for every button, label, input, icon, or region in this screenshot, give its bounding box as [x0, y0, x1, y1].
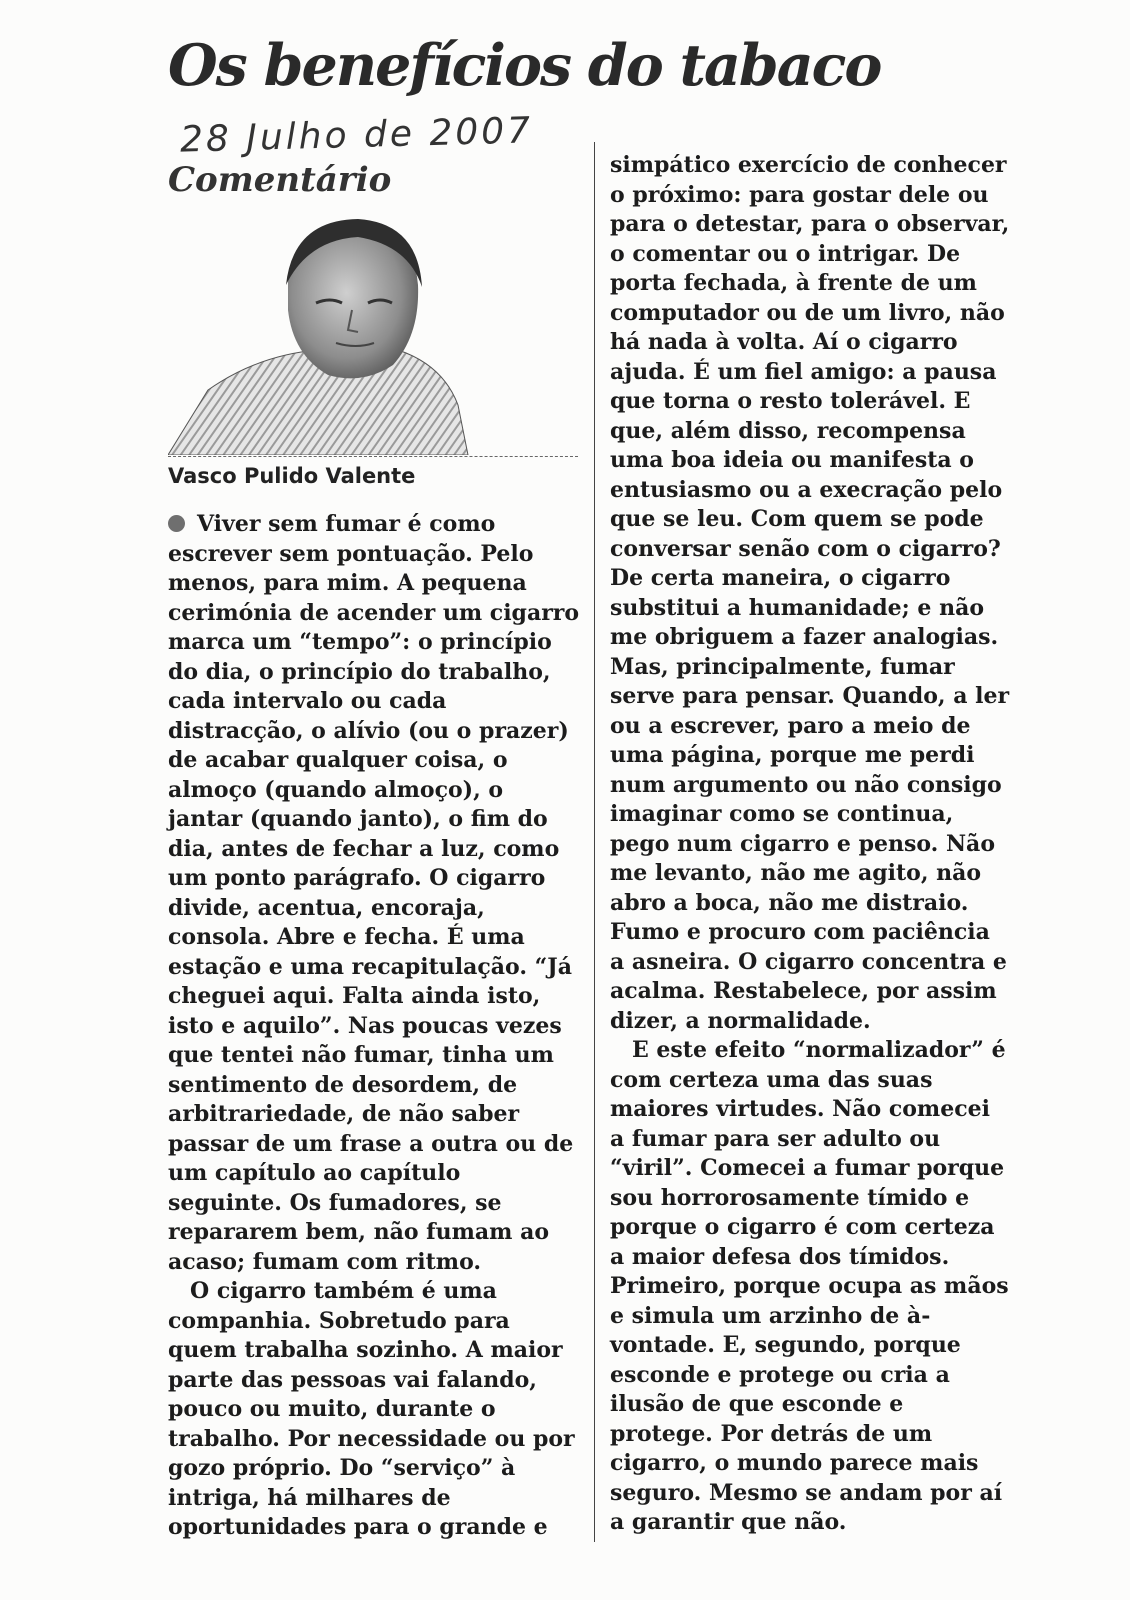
paragraph-continued: simpático exercício de conhecer o próximo: para gostar dele ou para o detestar, para o observar, o comentar ou o intrigar. De porta fechada, à frente de um computador ou de um livro, não há nada à volta. Aí o cigarro ajuda. É um fiel amigo: a pausa que torna o resto tolerável. E que, além disso, recompensa uma boa ideia ou manifesta o entusiasmo ou a execração pelo que se leu. Com quem se pode conversar senão com o cigarro? De certa maneira, o cigarro substitui a humanidade; e não me obriguem a fazer analogias. Mas, principalmente, fumar serve para pensar. Quando, a ler ou a escrever, paro a meio de uma página, porque me perdi num argumento ou não consigo imaginar como se continua, pego num cigarro e penso. Não me levanto, não me agito, não abro a boca, não me distraio. Fumo e procuro com paciência a asneira. O cigarro concentra e acalma. Restabelece, por assim dizer, a normalidade.	[610, 152, 1010, 1034]
paragraph-2: O cigarro também é uma companhia. Sobretudo para quem trabalha sozinho. A maior parte das pessoas vai falando, pouco ou muito, durante o trabalho. Por necessidade ou por gozo próprio. Do “serviço” à intriga, há milhares de oportunidades para o grande e	[168, 1278, 575, 1540]
bullet-icon	[168, 515, 185, 532]
article-column-left	[168, 510, 580, 1543]
section-label: Comentário	[168, 160, 392, 200]
author-photo	[168, 215, 578, 455]
article-column-right	[610, 151, 1010, 1538]
paragraph-1	[168, 510, 580, 1277]
handwritten-date: 28 Julho de 2007	[179, 110, 534, 161]
photo-divider	[168, 456, 578, 457]
column-divider	[594, 142, 595, 1542]
author-byline: Vasco Pulido Valente	[168, 464, 416, 488]
paragraph-3: E este efeito “normalizador” é com certeza uma das suas maiores virtudes. Não comecei a fumar para ser adulto ou “viril”. Comecei a fumar porque sou horrorosamente tímido e porque o cigarro é com certeza a maior defesa dos tímidos. Primeiro, porque ocupa as mãos e simula um arzinho de à-vontade. E, segundo, porque esconde e protege ou cria a ilusão de que esconde e protege. Por detrás de um cigarro, o mundo parece mais seguro. Mesmo se andam por aí a garantir que não.	[610, 1037, 1009, 1535]
headline: Os benefícios do tabaco	[168, 32, 881, 99]
paragraph-text: Viver sem fumar é como escrever sem pontuação. Pelo menos, para mim. A pequena cerimónia de acender um cigarro marca um “tempo”: o princípio do dia, o princípio do trabalho, cada intervalo ou cada distracção, o alívio (ou o prazer) de acabar qualquer coisa, o almoço (quando almoço), o jantar (quando janto), o fim do dia, antes de fechar a luz, como um ponto parágrafo. O cigarro divide, acentua, encoraja, consola. Abre e fecha. É uma estação e uma recapitulação. “Já cheguei aqui. Falta ainda isto, isto e aquilo”. Nas poucas vezes que tentei não fumar, tinha um sentimento de desordem, de arbitrariedade, de não saber passar de um frase a outra ou de um capítulo ao capítulo seguinte. Os fumadores, se repararem bem, não fumam ao acaso; fumam com ritmo.	[168, 511, 580, 1275]
